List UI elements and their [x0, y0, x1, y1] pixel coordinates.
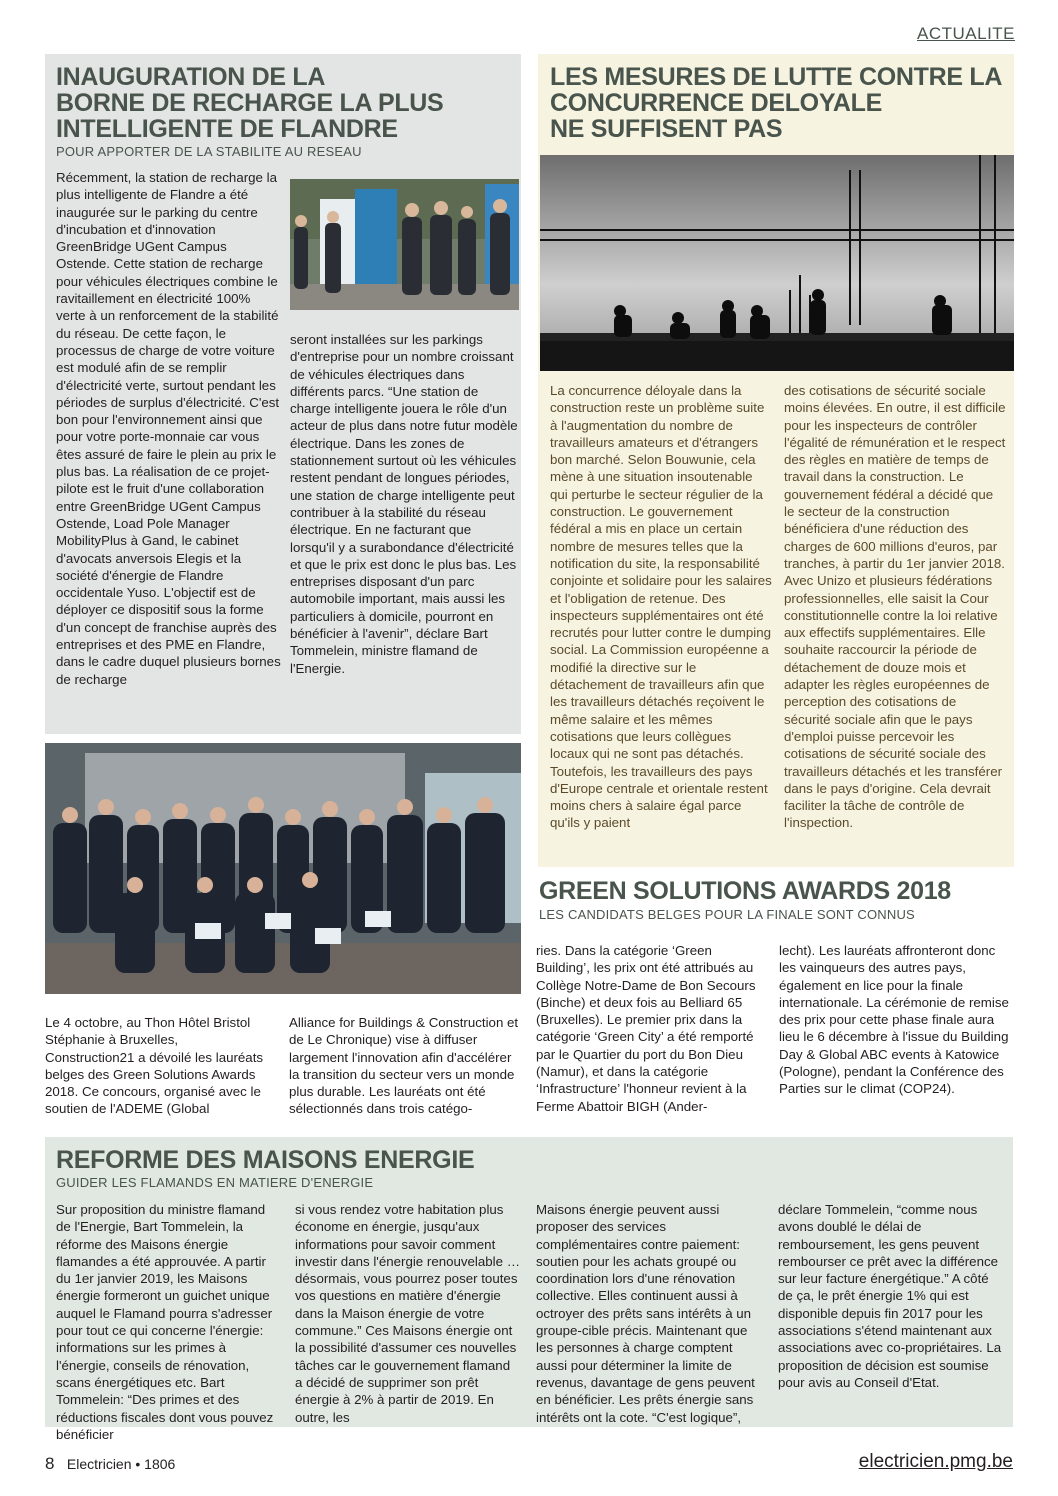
charging-station-photo: [290, 179, 519, 310]
article-column-1: Récemment, la station de recharge la plus intelligente de Flandre a été inaugurée sur le parking du centre d'incubation et d'innovation GreenBridge UGent Campus Ostende. Cette station de recharge pour véhicules électriques combine le ravitaillement en électricité 100% verte à un renforcement de la stabilité du réseau. De cette façon, le processus de charge de votre voiture est modulé afin de se remplir d'électricité verte, surtout pendant les périodes de surplus d'électricité. C'est bon pour l'environnement ainsi que pour votre porte-monnaie car vous êtes assuré de faire le plein au prix le plus bas. La réalisation de ce projet-pilote est le fruit d'une collaboration entre GreenBridge UGent Campus Ostende, Load Pole Manager MobilityPlus à Gand, le cabinet d'avocats anversois Elegis et la société d'énergie de Flandre occidentale Yuso. L'objectif est de déployer ce dispositif sous la forme d'un concept de franchise auprès des entreprises et des PME en Flandre, dans le cadre duquel plusieurs bornes de recharge: [56, 170, 281, 687]
section-tag: ACTUALITE: [917, 24, 1016, 43]
article-subtitle: POUR APPORTER DE LA STABILITE AU RESEAU: [56, 144, 362, 159]
article-column-2: si vous rendez votre habitation plus économe en énergie, jusqu'aux informations pour savoir comment investir dans l'énergie renouvelable … désormais, vous pourrez poser toutes vos questions en matière d'énergie dans la Maison énergie de votre commune.” Ces Maisons énergie ont la possibilité d'assumer ces nouvelles tâches car le gouvernement flamand a décidé de supprimer son prêt énergie à 2% à partir de 2019. En outre, les: [295, 1202, 521, 1425]
article-column-1: Le 4 octobre, au Thon Hôtel Bristol Stéphanie à Bruxelles, Construction21 a dévoilé les lauréats belges des Green Solutions Awards 2018. Ce concours, organisé avec le soutien de l'ADEME (Global: [45, 1015, 264, 1117]
magazine-issue: Electricien • 1806: [66, 1456, 176, 1472]
article-title: [550, 64, 1010, 142]
article-column-2: seront installées sur les parkings d'entreprise pour un nombre croissant de véhicules électriques dans différents parcs. “Une station de charge intelligente jouera le rôle d'un acteur de plus dans notre futur modèle électrique. Dans les zones de stationnement surtout où les véhicules restent pendant de longues périodes, une station de charge intelligente peut contribuer à la stabilité du réseau électrique. En ne facturant que lorsqu'il y a surabondance d'électricité et que le prix est donc le plus bas. Les entreprises disposant d'un parc automobile important, mais aussi les particuliers à domicile, pourront en bénéficier à l'avenir”, déclare Bart Tommelein, ministre flamand de l'Energie.: [290, 332, 518, 676]
title-line: LES MESURES DE LUTTE CONTRE LA: [550, 63, 1003, 91]
footer-left: [45, 1454, 175, 1474]
charging-station-photo-graphic: [290, 179, 519, 310]
title-line: CONCURRENCE DELOYALE: [550, 89, 883, 117]
article-column-2: Alliance for Buildings & Construction et de Le Chronique) vise à diffuser largement l'innovation afin d'accélérer la transition du secteur vers un monde plus durable. Les lauréats ont été sélectionnés dans trois catégo-: [289, 1015, 519, 1117]
article-awards-header: [539, 878, 1009, 922]
construction-workers-photo: [540, 155, 1014, 371]
title-line: NE SUFFISENT PAS: [550, 115, 783, 143]
article-column-3: ries. Dans la catégorie ‘Green Building’, les prix ont été attribués au Collège Notre-Dame de Bon Secours (Binche) et deux fois au Belliard 65 (Bruxelles). Le premier prix dans la catégorie ‘Green City’ a été remporté par le Quartier du port du Bon Dieu (Namur), et dans la catégorie ‘Infrastructure’ l'honneur revient à la Ferme Abattoir BIGH (Ander-: [536, 943, 756, 1114]
awards-group-photo-graphic: [45, 743, 521, 994]
article-inauguration: [45, 54, 521, 734]
title-line: BORNE DE RECHARGE LA PLUS: [56, 89, 444, 117]
article-title: GREEN SOLUTIONS AWARDS 2018: [539, 877, 951, 905]
article-column-4: déclare Tommelein, “comme nous avons doublé le délai de remboursement, les gens peuvent rembourser ce prêt avec la différence sur leur facture énergétique.” A côté de ça, le prêt énergie 1% qui est disponible depuis fin 2017 pour les associations s'étend maintenant aux associations avec co-propriétaires. La proposition de décision est soumise pour avis au Conseil d'Etat.: [778, 1202, 1002, 1390]
title-line: INAUGURATION DE LA: [56, 63, 326, 91]
article-title: REFORME DES MAISONS ENERGIE: [56, 1146, 475, 1174]
article-title: [56, 64, 516, 142]
website-link[interactable]: electricien.pmg.be: [858, 1451, 1013, 1472]
article-concurrence: [538, 54, 1014, 867]
construction-workers-photo-graphic: [540, 155, 1014, 371]
article-subtitle: LES CANDIDATS BELGES POUR LA FINALE SONT CONNUS: [539, 907, 915, 922]
article-column-1: La concurrence déloyale dans la construction reste un problème suite à l'augmentation du nombre de travailleurs amateurs et d'étrangers bon marché. Selon Bouwunie, cela mène à une situation insoutenable qui perturbe le secteur régulier de la construction. Le gouvernement fédéral a mis en place un certain nombre de mesures telles que la notification du site, la responsabilité conjointe et solidaire pour les salaires et l'obligation de retenue. Des inspecteurs supplémentaires ont été recrutés pour lutter contre le dumping social. La Commission européenne a modifié la directive sur le détachement de travailleurs afin que les travailleurs détachés reçoivent le même salaire et les mêmes cotisations que leurs collègues locaux qui ne sont pas détachés. Toutefois, les travailleurs des pays d'Europe centrale et orientale restent moins chers à salaire égal parce qu'ils y paient: [550, 383, 772, 831]
article-column-2: des cotisations de sécurité sociale moins élevées. En outre, il est difficile pour les inspecteurs de contrôler l'égalité de rémunération et le respect des règles en matière de temps de travail dans la construction. Le gouvernement fédéral a décidé que le secteur de la construction bénéficiera d'une réduction des charges de 600 millions d'euros, par tranches, à partir du 1er janvier 2018. Avec Unizo et plusieurs fédérations professionnelles, elle saisit la Cour constitutionnelle contre la loi relative aux effectifs supplémentaires. Elle souhaite raccourcir la période de détachement de douze mois et adapter les règles européennes de perception des cotisations de sécurité sociale afin que le pays d'emploi puisse percevoir les cotisations de sécurité sociale des travailleurs détachés et les transférer dans le pays d'origine. Cela devrait faciliter la tâche de contrôle de l'inspection.: [784, 383, 1006, 831]
article-column-4: lecht). Les lauréats affronteront donc les vainqueurs des autres pays, également en lice pour la finale internationale. La cérémonie de remise des prix pour cette phase finale aura lieu le 6 décembre à l'issue du Building Day & Global ABC events à Katowice (Pologne), pendant la Conférence des Parties sur le climat (COP24).: [779, 943, 1009, 1097]
article-column-3: Maisons énergie peuvent aussi proposer des services complémentaires contre paiement: soutien pour les achats groupé ou coordination lors d'une rénovation collective. Elles continuent aussi à octroyer des prêts sans intérêts à un groupe-cible précis. Maintenant que les personnes à charge comptent aussi pour déterminer la limite de revenus, davantage de gens peuvent en bénéficier. Les prêts énergie sans intérêts ont la cote. “C'est logique”,: [536, 1202, 755, 1425]
awards-group-photo: [45, 743, 521, 994]
page-number: 8: [45, 1454, 55, 1473]
article-subtitle: GUIDER LES FLAMANDS EN MATIERE D'ENERGIE: [56, 1175, 374, 1190]
title-line: INTELLIGENTE DE FLANDRE: [56, 115, 398, 143]
article-column-1: Sur proposition du ministre flamand de l'Energie, Bart Tommelein, la réforme des Maisons énergie flamandes a été approuvée. A partir du 1er janvier 2019, les Maisons énergie formeront un guichet unique auquel le Flamand pourra s'adresser pour tout ce qui concerne l'énergie: informations sur les primes à l'énergie, conseils de rénovation, scans énergétiques etc. Bart Tommelein: “Des primes et des réductions fiscales dont vous pouvez bénéficier: [56, 1202, 274, 1442]
article-maisons-energie: [45, 1137, 1013, 1442]
